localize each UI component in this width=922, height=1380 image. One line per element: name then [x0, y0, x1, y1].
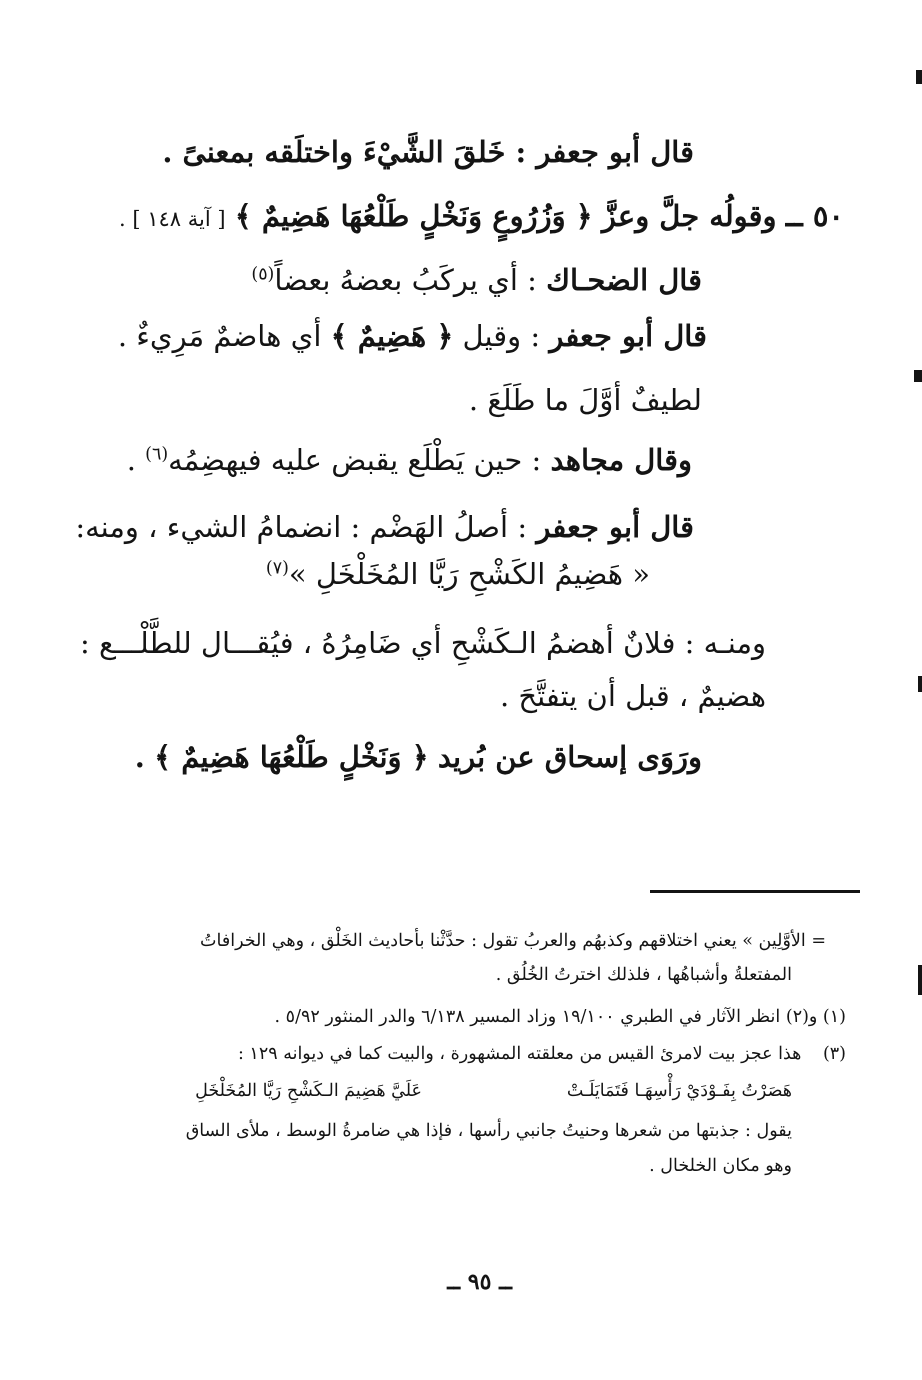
- speaker: قال أبو جعفر: [549, 319, 707, 353]
- text-line-2: [119, 196, 844, 239]
- continuation-marker: =: [811, 931, 826, 951]
- verse-hemistich-1: هَصَرْتُ بِفَـوْدَيْ رَأْسِهَـا فَتَمَايَلَـتْ: [566, 1081, 792, 1101]
- footnote-3: (٣) هذا عجز بيت لامرئ القيس من معلقته المشهورة ، والبيت كما في ديوانه ١٢٩ :: [237, 1044, 846, 1064]
- quran-word: ﴿ هَضِيمٌ ﴾: [330, 319, 454, 353]
- text-line-10: هضيمٌ ، قبل أن يتفتَّحَ .: [499, 679, 766, 713]
- scan-edge-mark: [918, 676, 922, 692]
- verse-intro: وقولُه جلَّ وعزَّ: [601, 199, 777, 233]
- text-line-4: قال أبو جعفر : وقيل ﴿ هَضِيمٌ ﴾ أي هاضمٌ مَرِيءٌ .: [117, 319, 707, 353]
- scan-edge-mark: [916, 70, 922, 84]
- footnote-3-explanation-1: يقول : جذبتها من شعرها وحنيتُ جانبي رأسها ، فإذا هي ضامرةُ الوسط ، ملأى الساق: [185, 1121, 792, 1141]
- footnote-continuation-1: = الأوَّلِين » يعني اختلاقهم وكذبهُم والعربُ تقول : حدَّثْنا بأحاديث الخَلْق ، وهي الخرافاتُ: [200, 931, 826, 951]
- footnote-continuation-2: المفتعلةُ وأشباهُها ، فلذلك اخترتُ الخُلُق .: [495, 965, 792, 985]
- footnote-number: (١) و(٢): [785, 1007, 846, 1027]
- footnote-number: (٣): [822, 1044, 846, 1064]
- text-line-7: قال أبو جعفر : أصلُ الهَضْم : انضمامُ الشيء ، ومنه:: [75, 510, 694, 544]
- quran-verse: ﴿ وَنَخْلٍ طَلْعُهَا هَضِيمٌ ﴾: [154, 740, 429, 774]
- section-number: ٥٠ ــ: [785, 199, 844, 233]
- footnote-3-explanation-2: وهو مكان الخلخال .: [649, 1156, 792, 1176]
- scan-edge-mark: [914, 370, 922, 382]
- footnote-ref-6: (٦): [145, 444, 169, 465]
- text-line-3: قال الضحـاك : أي يركَبُ بعضهُ بعضاً$^{(٥)}$: [251, 263, 702, 297]
- text-line-11: ورَوَى إسحاق عن بُريد ﴿ وَنَخْلٍ طَلْعُهَا هَضِيمٌ ﴾ .: [134, 740, 702, 774]
- quran-verse: ﴿ وَزُرُوعٍ وَنَخْلٍ طَلْعُهَا هَضِيمٌ ﴾: [234, 199, 593, 233]
- speaker: وقال مجاهد: [550, 443, 692, 477]
- speaker: قال الضحـاك: [546, 263, 702, 297]
- footnote-ref-7: (٧): [265, 558, 289, 579]
- text-line-9: ومنـه : فلانٌ أهضمُ الـكَشْحِ أي ضَامِرُهُ ، فيُقـــال للطَّلْـــع :: [79, 626, 766, 660]
- speaker: قال أبو جعفر: [536, 510, 694, 544]
- poem-quote: « هَضِيمُ الكَشْحِ رَيَّا المُخَلْخَلِ »: [288, 557, 650, 591]
- text-line-1: قال أبو جعفر : خَلقَ الشَّيْءَ واختلَقه بمعنىً .: [162, 135, 694, 169]
- page-number: ــ ٩٥ ــ: [447, 1269, 512, 1295]
- scan-edge-mark: [918, 965, 922, 995]
- footnote-ref-5: (٥): [251, 264, 275, 285]
- verse-hemistich-2: عَلَيَّ هَضِيمَ الـكَشْحِ رَيَّا المُخَلْخَلِ: [195, 1081, 422, 1101]
- footnote-separator: [650, 890, 860, 893]
- footnote-1-2: (١) و(٢) انظر الآثار في الطبري ١٩/١٠٠ وزاد المسير ٦/١٣٨ والدر المنثور ٥/٩٢ .: [274, 1007, 846, 1027]
- text-line-8: [266, 554, 650, 594]
- text-line-6: وقال مجاهد : حين يَطْلَع يقبض عليه فيهضِمُه$^{(٦)}$ .: [126, 443, 692, 477]
- verse-reference: [ آية ١٤٨ ] .: [119, 207, 226, 231]
- text-line-5: لطيفٌ أوَّلَ ما طَلَعَ .: [468, 383, 702, 417]
